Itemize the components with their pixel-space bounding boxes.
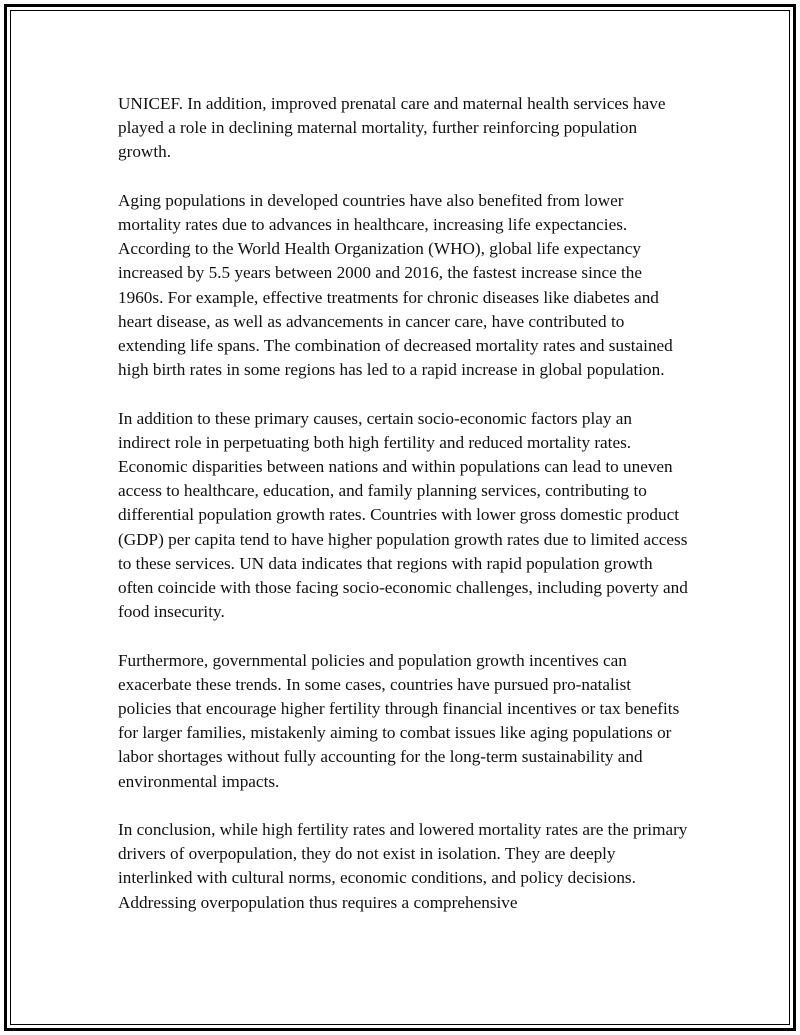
paragraph-aging-populations: Aging populations in developed countries have also benefited from lower mortality rates due to advances in healthcare, increasing life expectancies. According to the World Health Organization (WHO), global life expectancy increased by 5.5 years between 2000 and 2016, the fastest increase since the 1960s. For example, effective treatments for chronic diseases like diabetes and heart disease, as well as advancements in cancer care, have contributed to extending life spans. The combination of decreased mortality rates and sustained high birth rates in some regions has led to a rapid increase in global population.	[118, 190, 673, 380]
paragraph-conclusion: In conclusion, while high fertility rates and lowered mortality rates are the primary drivers of overpopulation, they do not exist in isolation. They are deeply interlinked with cultural norms, economic conditions, and policy decisions. Addressing overpopulation thus requires a comprehensive	[118, 820, 688, 912]
paragraph-socio-economic-factors: In addition to these primary causes, certain socio-economic factors play an indirect role in perpetuating both high fertility and reduced mortality rates. Economic disparities between nations and within populations can lead to uneven access to healthcare, education, and family planning services, contributing to differential population growth rates. Countries with lower gross domestic product (GDP) per capita tend to have higher population growth rates due to limited access to these services. UN data indicates that regions with rapid population growth often coincide with those facing socio-economic challenges, including poverty and food insecurity.	[118, 408, 688, 622]
paragraph-governmental-policies: Furthermore, governmental policies and population growth incentives can exacerbate these trends. In some cases, countries have pursued pro-natalist policies that encourage higher fertility through financial incentives or tax benefits for larger families, mistakenly aiming to combat issues like aging populations or labor shortages without fully accounting for the long-term sustainability and environmental impacts.	[118, 650, 680, 791]
document-body	[118, 92, 688, 939]
paragraph-prenatal-care: UNICEF. In addition, improved prenatal care and maternal health services have played a role in declining maternal mortality, further reinforcing population growth.	[118, 94, 666, 162]
